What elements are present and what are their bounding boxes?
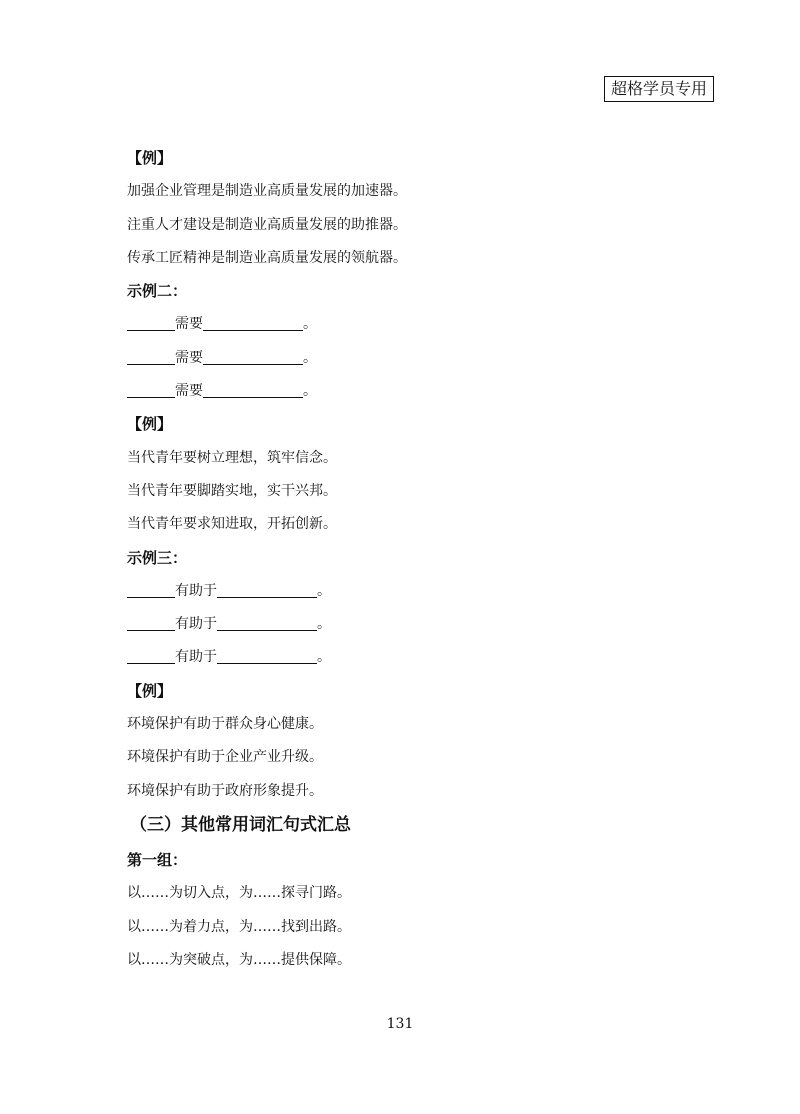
template-line (127, 579, 687, 612)
demo-title: 示例三： (127, 548, 188, 567)
template-line (127, 346, 687, 379)
fill-blank (127, 580, 175, 598)
group-title: 第一组： (127, 850, 188, 869)
example-sentence: 环境保护有助于政府形象提升。 (127, 782, 323, 799)
example-sentence: 环境保护有助于群众身心健康。 (127, 716, 323, 733)
template-keyword: 需要 (175, 316, 203, 333)
student-only-stamp: 超格学员专用 (604, 76, 714, 102)
fill-blank (127, 646, 175, 664)
template-end: 。 (317, 649, 331, 666)
fill-blank (203, 313, 303, 331)
fill-blank (203, 380, 303, 398)
fill-blank (203, 347, 303, 365)
fill-blank (217, 613, 317, 631)
template-keyword: 有助于 (175, 616, 217, 633)
phrase-line: 以……为切入点，为……探寻门路。 (127, 885, 351, 902)
template-keyword: 需要 (175, 349, 203, 366)
example-label: 【例】 (127, 681, 173, 700)
page-content (127, 146, 687, 981)
template-line (127, 379, 687, 412)
page-number: 131 (386, 1016, 414, 1032)
template-end: 。 (317, 616, 331, 633)
example-sentence: 环境保护有助于企业产业升级。 (127, 749, 323, 766)
section-heading: （三）其他常用词汇句式汇总 (130, 814, 351, 835)
demo-title: 示例二： (127, 282, 188, 301)
fill-blank (217, 580, 317, 598)
fill-blank (127, 313, 175, 331)
example-sentence: 当代青年要脚踏实地，实干兴邦。 (127, 482, 337, 499)
phrase-line: 以……为着力点，为……找到出路。 (127, 918, 351, 935)
template-end: 。 (303, 383, 317, 400)
template-keyword: 需要 (175, 383, 203, 400)
fill-blank (217, 646, 317, 664)
template-end: 。 (317, 582, 331, 599)
example-sentence: 当代青年要求知进取，开拓创新。 (127, 516, 337, 533)
template-line (127, 312, 687, 345)
example-sentence: 注重人才建设是制造业高质量发展的助推器。 (127, 216, 407, 233)
template-line (127, 612, 687, 645)
example-label: 【例】 (127, 149, 173, 167)
template-keyword: 有助于 (175, 649, 217, 666)
example-label: 【例】 (127, 415, 173, 434)
fill-blank (127, 347, 175, 365)
fill-blank (127, 380, 175, 398)
fill-blank (127, 613, 175, 631)
example-sentence: 加强企业管理是制造业高质量发展的加速器。 (127, 183, 407, 200)
template-end: 。 (303, 316, 317, 333)
template-keyword: 有助于 (175, 582, 217, 599)
phrase-line: 以……为突破点，为……提供保障。 (127, 951, 351, 968)
template-line (127, 645, 687, 678)
template-end: 。 (303, 349, 317, 366)
example-sentence: 当代青年要树立理想，筑牢信念。 (127, 449, 337, 466)
example-sentence: 传承工匠精神是制造业高质量发展的领航器。 (127, 249, 407, 266)
